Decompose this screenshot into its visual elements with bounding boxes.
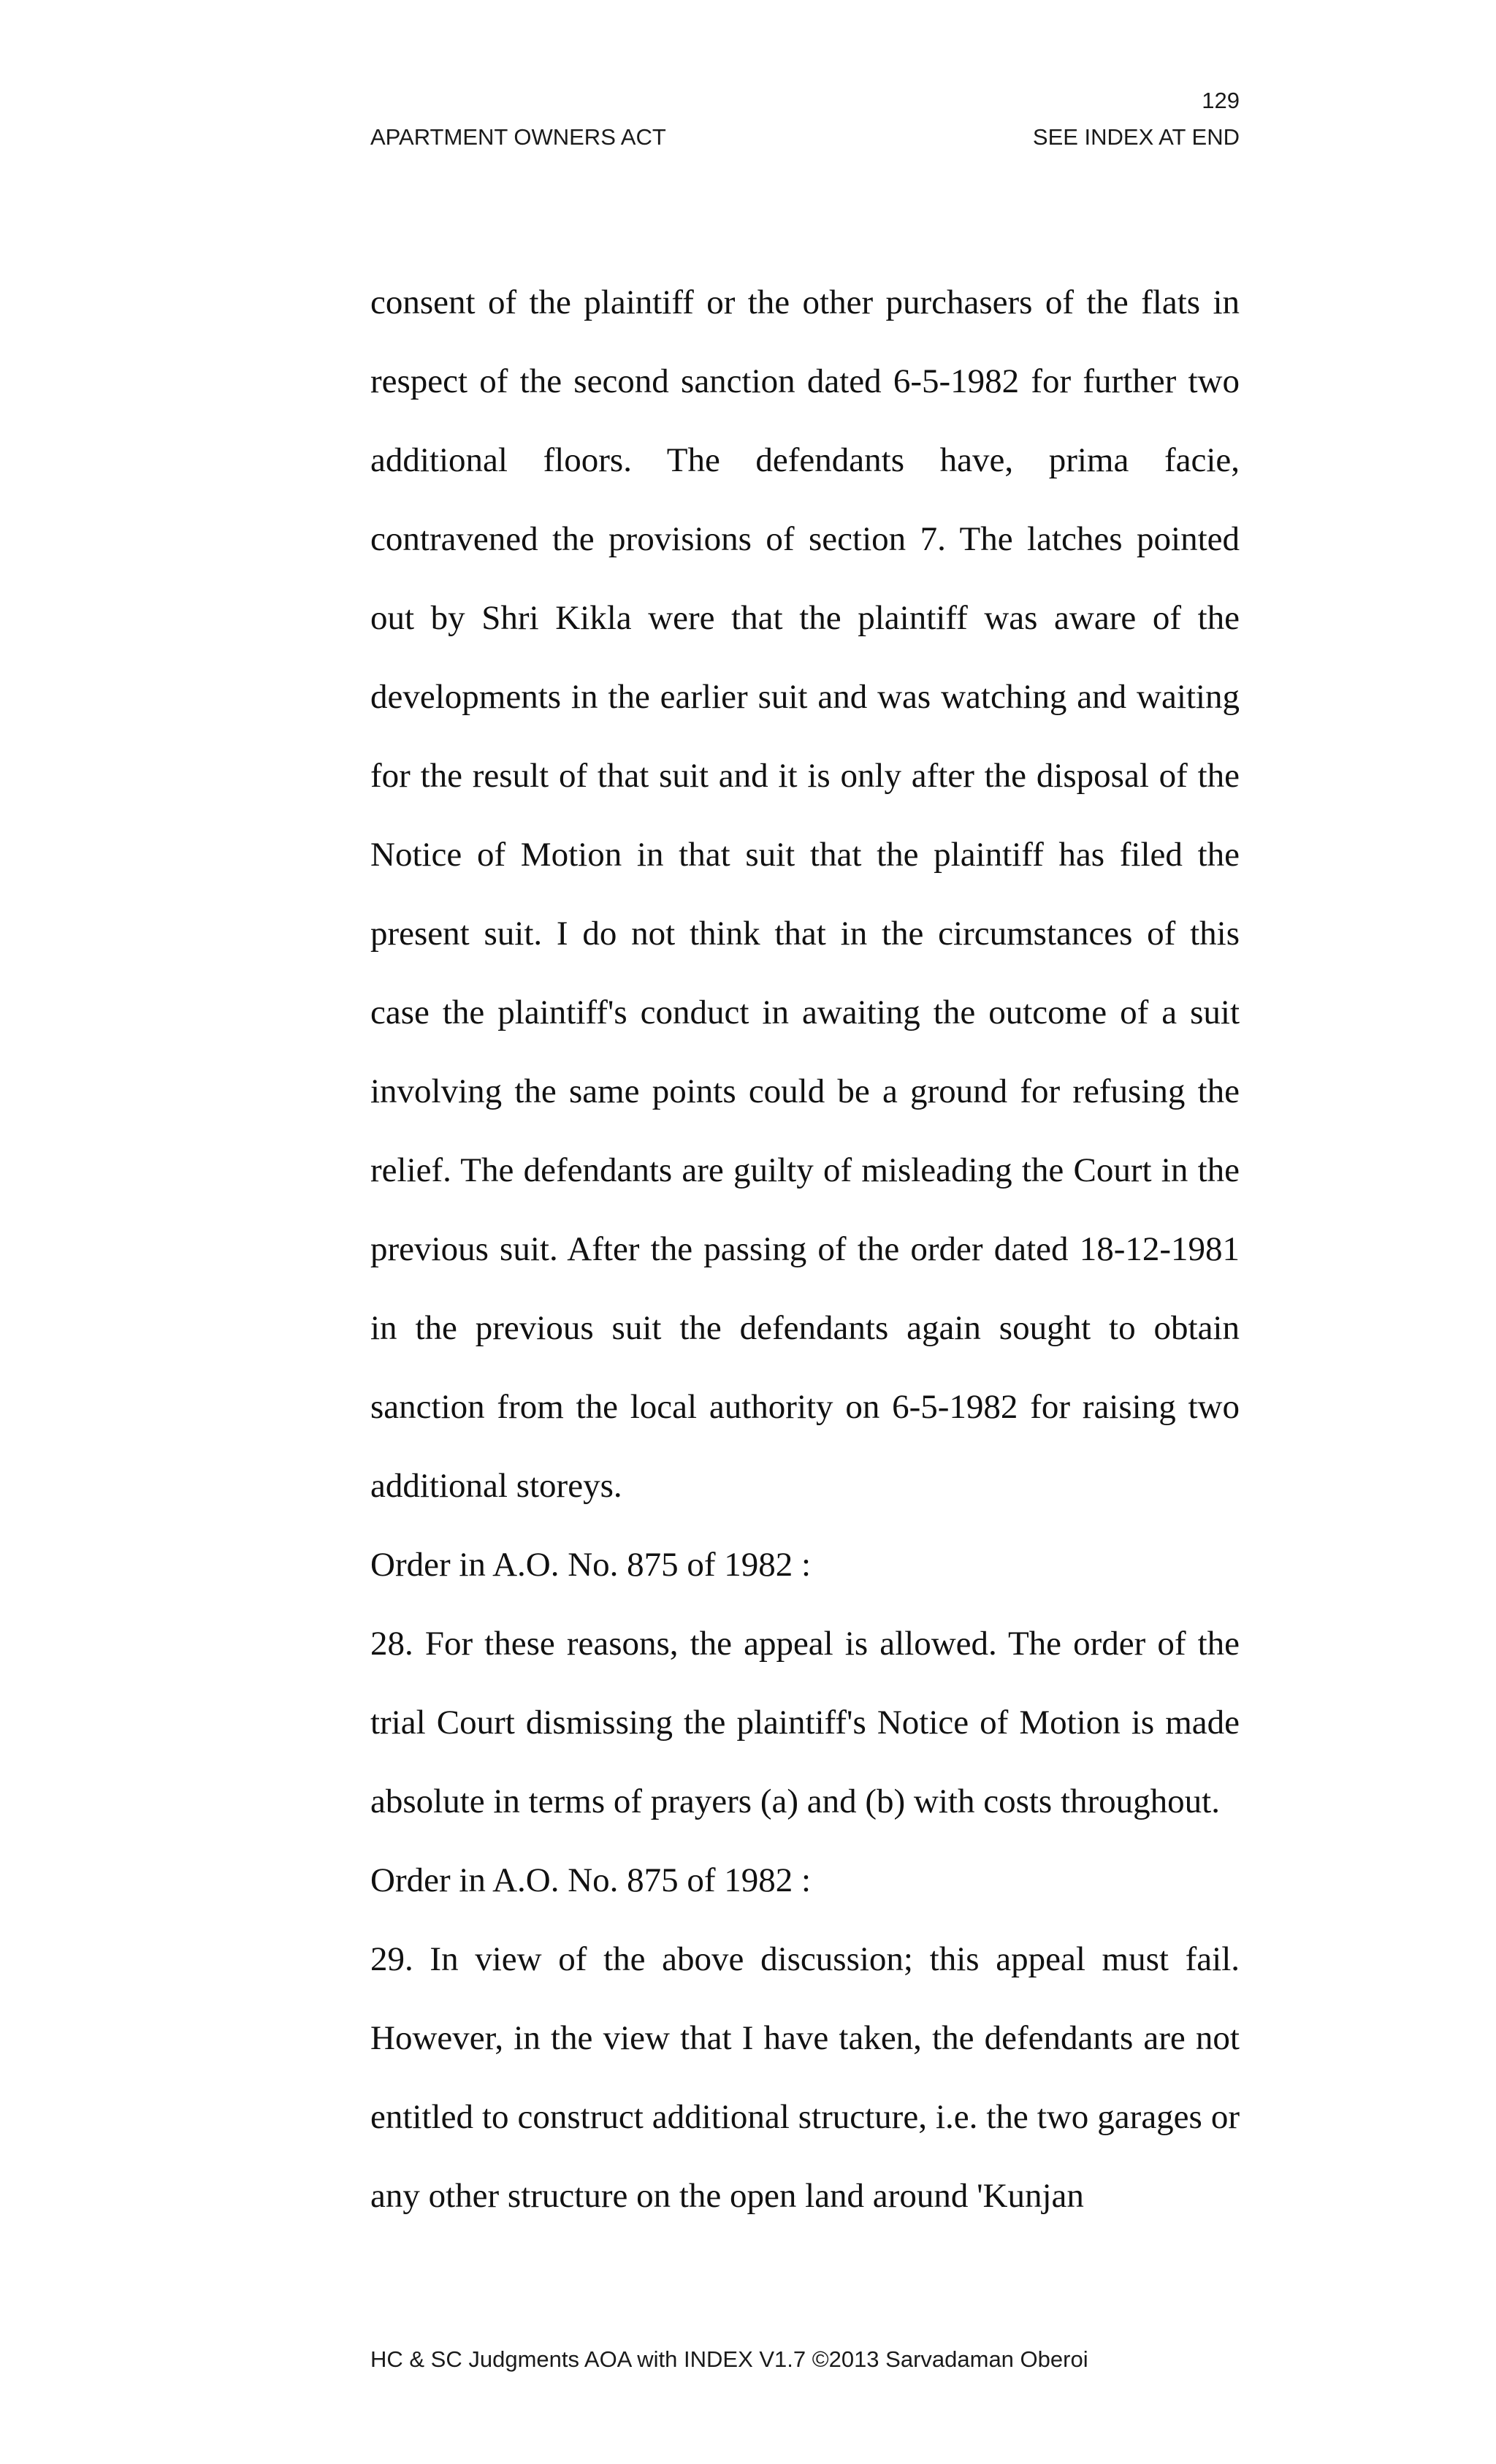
judgment-body [370, 263, 1240, 2235]
order-heading: Order in A.O. No. 875 of 1982 : [370, 1861, 812, 1899]
paragraph-28: 28. For these reasons, the appeal is allowed. The order of the trial Court dismissing the plaintiff's Notice of Motion is made absolute in terms of prayers (a) and (b) with costs throughout. [370, 1625, 1240, 1820]
page-footer: HC & SC Judgments AOA with INDEX V1.7 ©2013 Sarvadaman Oberoi [370, 2346, 1088, 2372]
running-header-title: APARTMENT OWNERS ACT [370, 124, 666, 150]
running-header-index-note: SEE INDEX AT END [1032, 124, 1240, 150]
paragraph-continuation: consent of the plaintiff or the other purchasers of the flats in respect of the second sanction dated 6-5-1982 for further two additional floors. The defendants have, prima facie, contravened the provisions of section 7. The latches pointed out by Shri Kikla were that the plaintiff was aware of the developments in the earlier suit and was watching and waiting for the result of that suit and it is only after the disposal of the Notice of Motion in that suit that the plaintiff has filed the present suit. I do not think that in the circumstances of this case the plaintiff's conduct in awaiting the outcome of a suit involving the same points could be a ground for refusing the relief. The defendants are guilty of misleading the Court in the previous suit. After the passing of the order dated 18-12-1981 in the previous suit the defendants again sought to obtain sanction from the local authority on 6-5-1982 for raising two additional storeys. [370, 283, 1240, 1505]
page-number: 129 [1202, 88, 1240, 113]
order-heading: Order in A.O. No. 875 of 1982 : [370, 1546, 812, 1584]
paragraph-29: 29. In view of the above discussion; this appeal must fail. However, in the view that I have taken, the defendants are not entitled to construct additional structure, i.e. the two garages or any other structure on the open land around 'Kunjan [370, 1940, 1240, 2215]
